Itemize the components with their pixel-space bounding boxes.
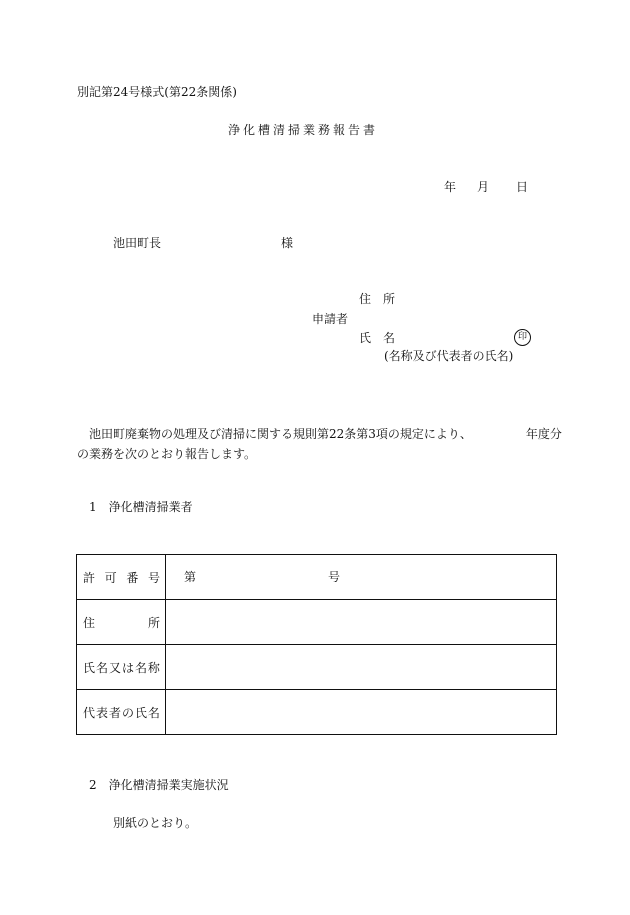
label-char: 名 — [147, 705, 160, 720]
date-line — [444, 181, 528, 193]
permit-number-label-cell — [77, 555, 166, 600]
table-row — [77, 690, 557, 735]
section2-heading: 2 浄化槽清掃業実施状況 — [89, 778, 229, 792]
applicant-name-label — [359, 332, 395, 344]
permit-number-prefix: 第 — [184, 570, 197, 584]
permit-number-suffix: 号 — [328, 570, 341, 584]
addressee-name: 池田町長 — [113, 236, 162, 250]
seal-mark: 印 — [514, 329, 531, 346]
label-char: 氏 — [134, 705, 147, 720]
label-char: 所 — [147, 615, 160, 630]
contractor-table — [76, 554, 557, 735]
label-char: の — [121, 705, 134, 720]
label-char: 称 — [147, 660, 160, 675]
applicant-label: 申請者 — [312, 312, 349, 326]
form-reference: 別記第24号様式(第22条関係) — [77, 85, 237, 99]
name-label-cell — [77, 645, 166, 690]
label-char: 名 — [95, 660, 108, 675]
document-title: 浄化槽清掃業務報告書 — [228, 123, 379, 137]
applicant-address-char-1: 住 — [359, 292, 372, 306]
label-char: 名 — [134, 660, 147, 675]
date-month-label: 月 — [477, 180, 490, 194]
applicant-address-label — [359, 293, 395, 305]
label-char: 表 — [95, 705, 108, 720]
label-char: 許 — [83, 570, 96, 585]
label-char: は — [121, 660, 134, 675]
label-char: 代 — [83, 705, 96, 720]
address-value-cell[interactable] — [166, 600, 557, 645]
applicant-name-char-1: 氏 — [359, 331, 372, 345]
applicant-address-char-2: 所 — [383, 292, 396, 306]
representative-value-cell[interactable] — [166, 690, 557, 735]
body-paragraph: 池田町廃棄物の処理及び清掃に関する規則第22条第3項の規定により、 年度分の業務を次のとおり報告します。 — [77, 427, 562, 461]
representative-label-cell — [77, 690, 166, 735]
addressee-honorific: 様 — [281, 236, 294, 250]
applicant-name-char-2: 名 — [383, 331, 396, 345]
section1-heading: 1 浄化槽清掃業者 — [89, 500, 193, 514]
label-char: 番 — [126, 570, 139, 585]
table-row — [77, 645, 557, 690]
permit-number-value-cell[interactable] — [166, 555, 557, 600]
label-char: 号 — [147, 570, 160, 585]
table-row — [77, 555, 557, 600]
label-char: 者 — [108, 705, 121, 720]
label-char: 可 — [104, 570, 117, 585]
table-row — [77, 600, 557, 645]
date-year-label: 年 — [444, 180, 457, 194]
section2-body: 別紙のとおり。 — [113, 816, 198, 830]
date-day-label: 日 — [516, 180, 529, 194]
applicant-name-note: (名称及び代表者の氏名) — [384, 349, 514, 363]
name-value-cell[interactable] — [166, 645, 557, 690]
label-char: 氏 — [83, 660, 96, 675]
label-char: 住 — [83, 615, 96, 630]
label-char: 又 — [108, 660, 121, 675]
address-label-cell — [77, 600, 166, 645]
